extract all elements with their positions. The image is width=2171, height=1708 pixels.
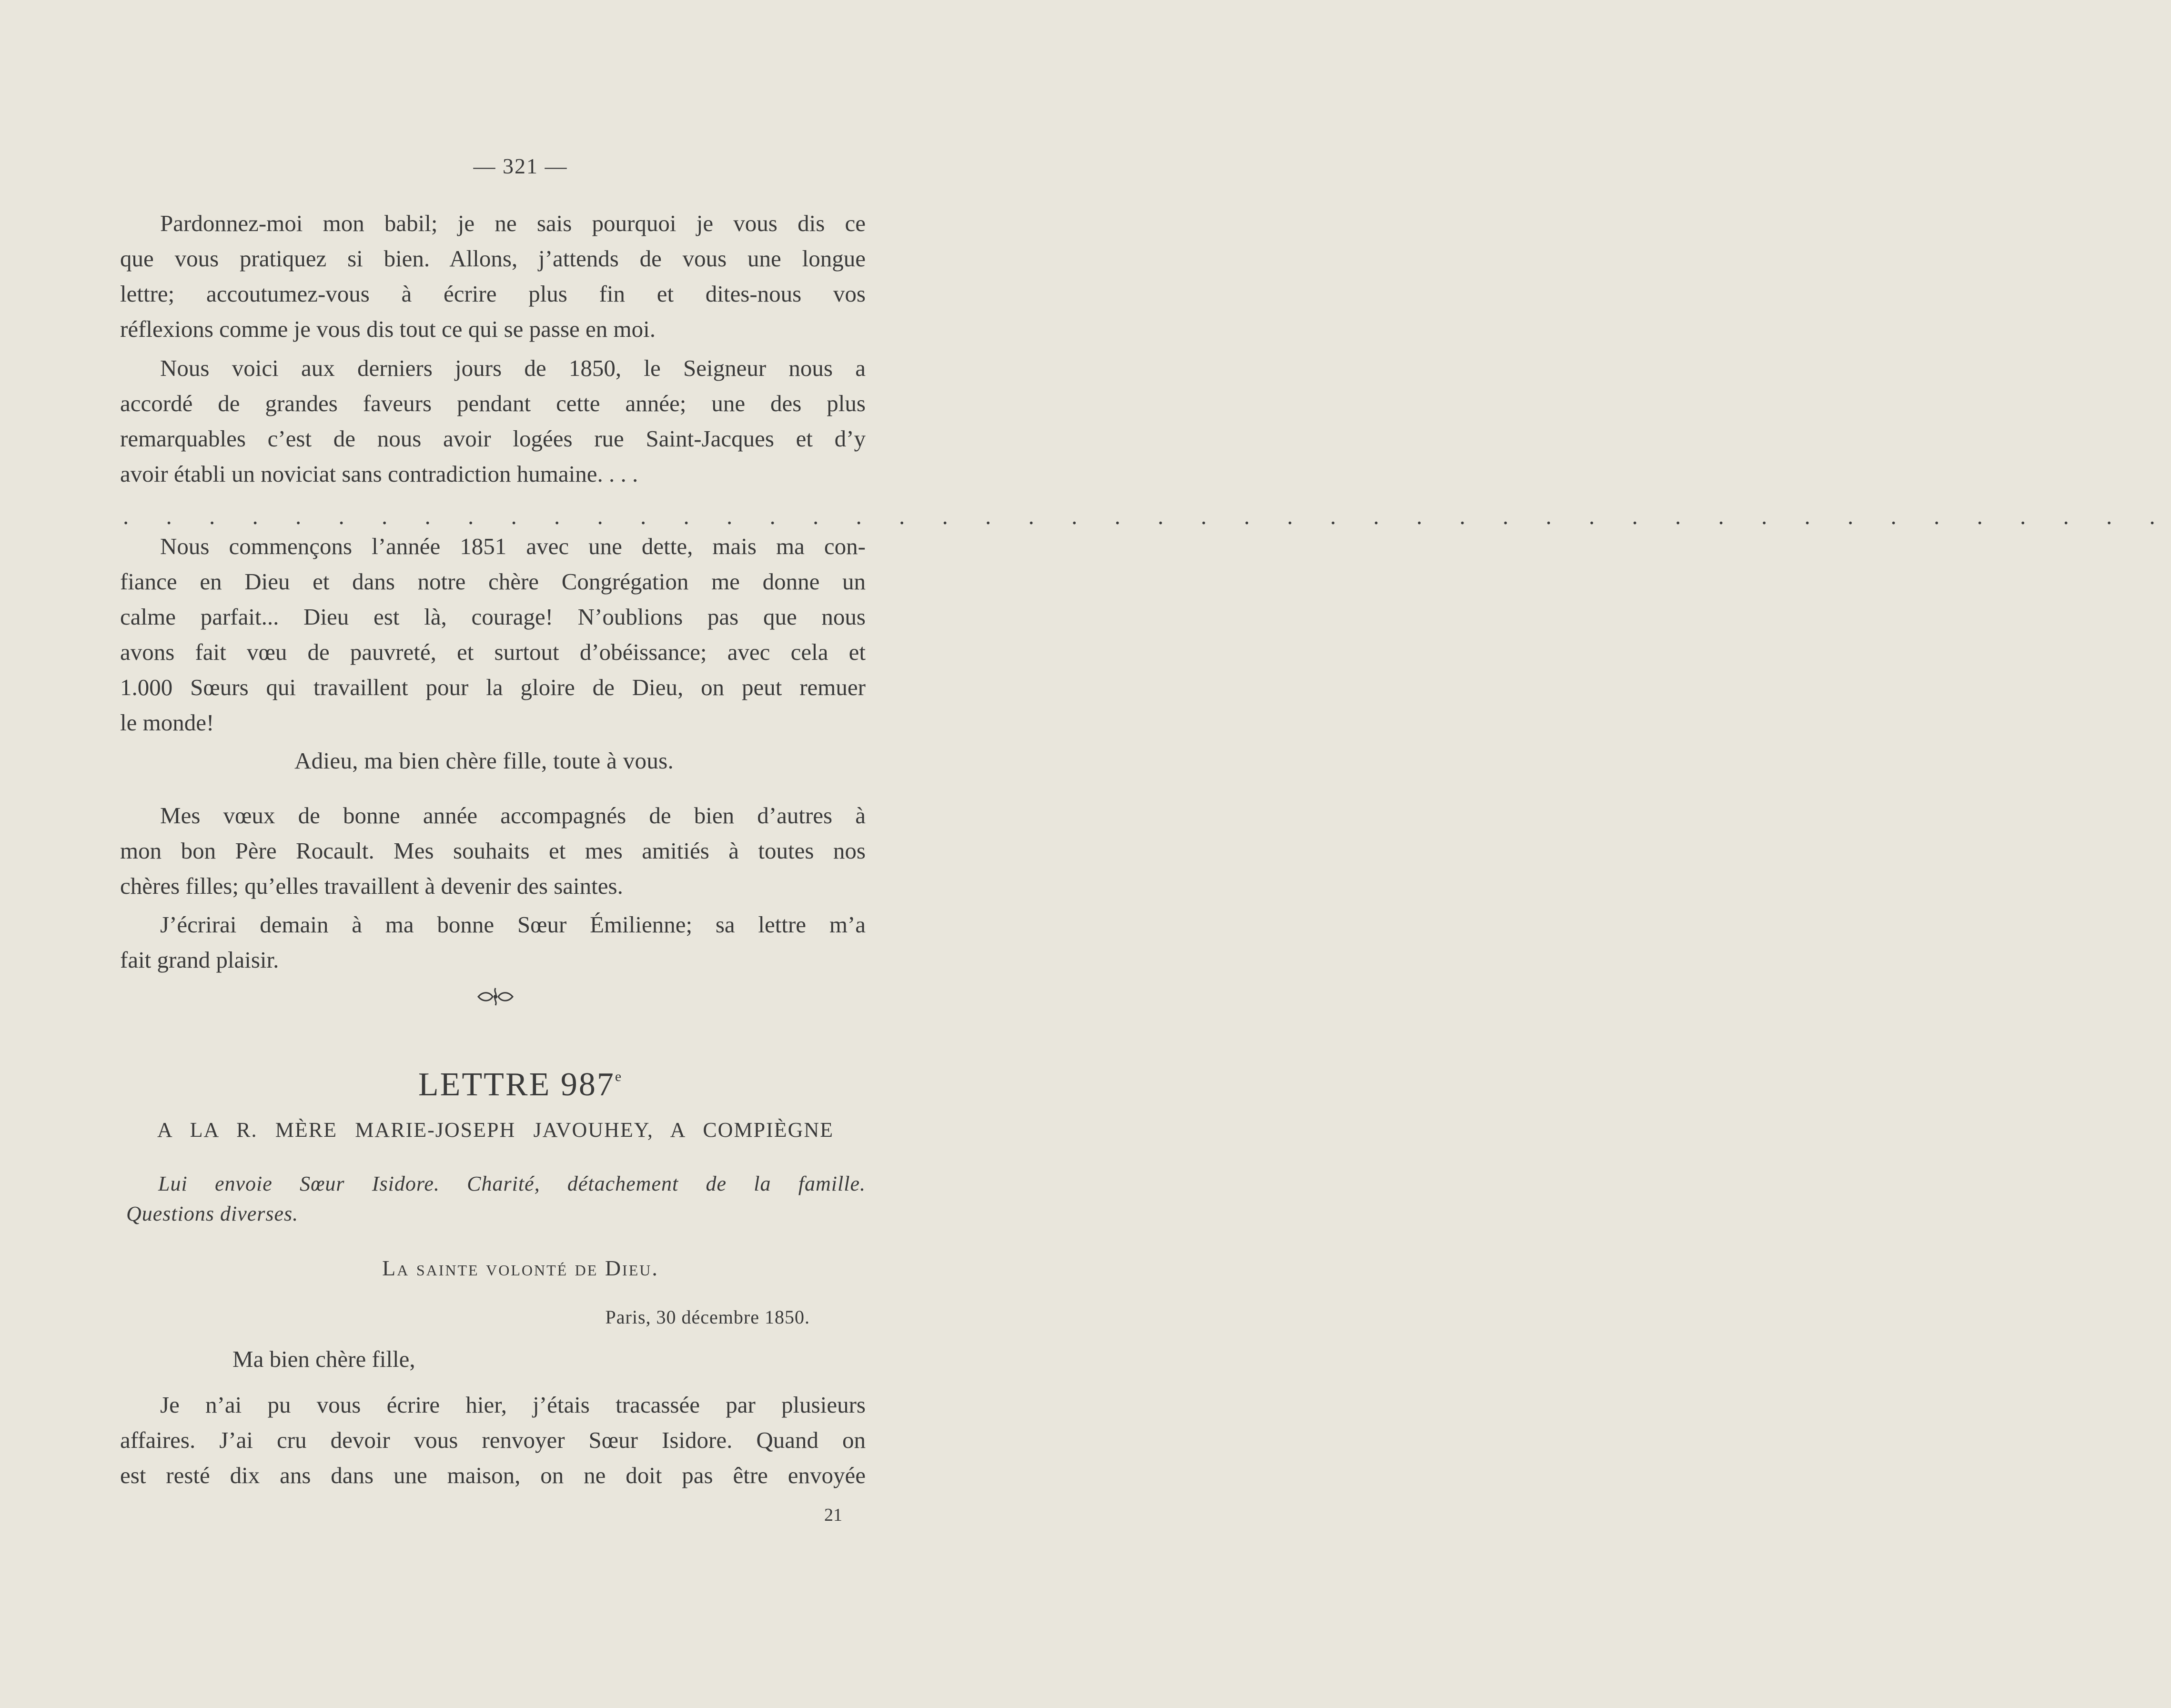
letter-body-line: est resté dix ans dans une maison, on ne doit pas être envoyée (120, 1462, 866, 1488)
letter-salutation: Ma bien chère fille, (232, 1346, 415, 1372)
letter-summary-line: Questions diverses. (126, 1202, 299, 1225)
letter-title-superscript: e (615, 1069, 623, 1084)
fleuron-ornament-icon (476, 986, 515, 1007)
page-number: — 321 — (473, 154, 568, 178)
ellipsis-dots-line: . . . . . . . . . . . . . . . . . . . . . . . . . . . . . . . . . . . . . . . . . . . . . . . . (123, 503, 2171, 529)
signature-mark: 21 (824, 1505, 842, 1525)
letter-closing: Adieu, ma bien chère fille, toute à vous. (294, 748, 674, 774)
paragraph-3-line: fiance en Dieu et dans notre chère Congrégation me donne un (120, 568, 866, 595)
paragraph-1-line: Pardonnez-moi mon babil; je ne sais pourquoi je vous dis ce (160, 210, 866, 236)
letter-motto: La sainte volonté de Dieu. (382, 1256, 659, 1280)
letter-recipient: A LA R. MÈRE MARIE-JOSEPH JAVOUHEY, A COMPIÈGNE (157, 1118, 834, 1142)
paragraph-2-line: Nous voici aux derniers jours de 1850, le Seigneur nous a (160, 355, 866, 381)
postscript-line: chères filles; qu’elles travaillent à devenir des saintes. (120, 873, 623, 899)
postscript-line: fait grand plaisir. (120, 947, 279, 973)
letter-body-line: affaires. J’ai cru devoir vous renvoyer Sœur Isidore. Quand on (120, 1427, 866, 1453)
paragraph-1-line: que vous pratiquez si bien. Allons, j’attends de vous une longue (120, 245, 866, 272)
letter-title (0, 1055, 1041, 1106)
letter-title-text: LETTRE 987 (418, 1066, 615, 1103)
paragraph-3-line: calme parfait... Dieu est là, courage! N’oublions pas que nous (120, 604, 866, 630)
letter-dateline: Paris, 30 décembre 1850. (605, 1306, 810, 1328)
paragraph-2-line: avoir établi un noviciat sans contradiction humaine. . . . (120, 461, 638, 487)
paragraph-2-line: accordé de grandes faveurs pendant cette année; une des plus (120, 390, 866, 416)
letter-body-line: Je n’ai pu vous écrire hier, j’étais tracassée par plusieurs (160, 1392, 866, 1418)
paragraph-3-line: Nous commençons l’année 1851 avec une dette, mais ma con- (160, 533, 866, 559)
letter-summary-line: Lui envoie Sœur Isidore. Charité, détachement de la famille. (158, 1172, 866, 1195)
paragraph-3-line: avons fait vœu de pauvreté, et surtout d’obéissance; avec cela et (120, 639, 866, 665)
paragraph-1-line: lettre; accoutumez-vous à écrire plus fin et dites-nous vos (120, 281, 866, 307)
paragraph-2-line: remarquables c’est de nous avoir logées rue Saint-Jacques et d’y (120, 425, 866, 452)
paragraph-3-line: 1.000 Sœurs qui travaillent pour la gloire de Dieu, on peut remuer (120, 674, 866, 700)
postscript-line: J’écrirai demain à ma bonne Sœur Émilienne; sa lettre m’a (160, 911, 866, 938)
paragraph-1-line: réflexions comme je vous dis tout ce qui se passe en moi. (120, 316, 656, 342)
paragraph-3-line: le monde! (120, 709, 214, 736)
postscript-line: mon bon Père Rocault. Mes souhaits et mes amitiés à toutes nos (120, 838, 866, 864)
postscript-line: Mes vœux de bonne année accompagnés de bien d’autres à (160, 802, 866, 829)
